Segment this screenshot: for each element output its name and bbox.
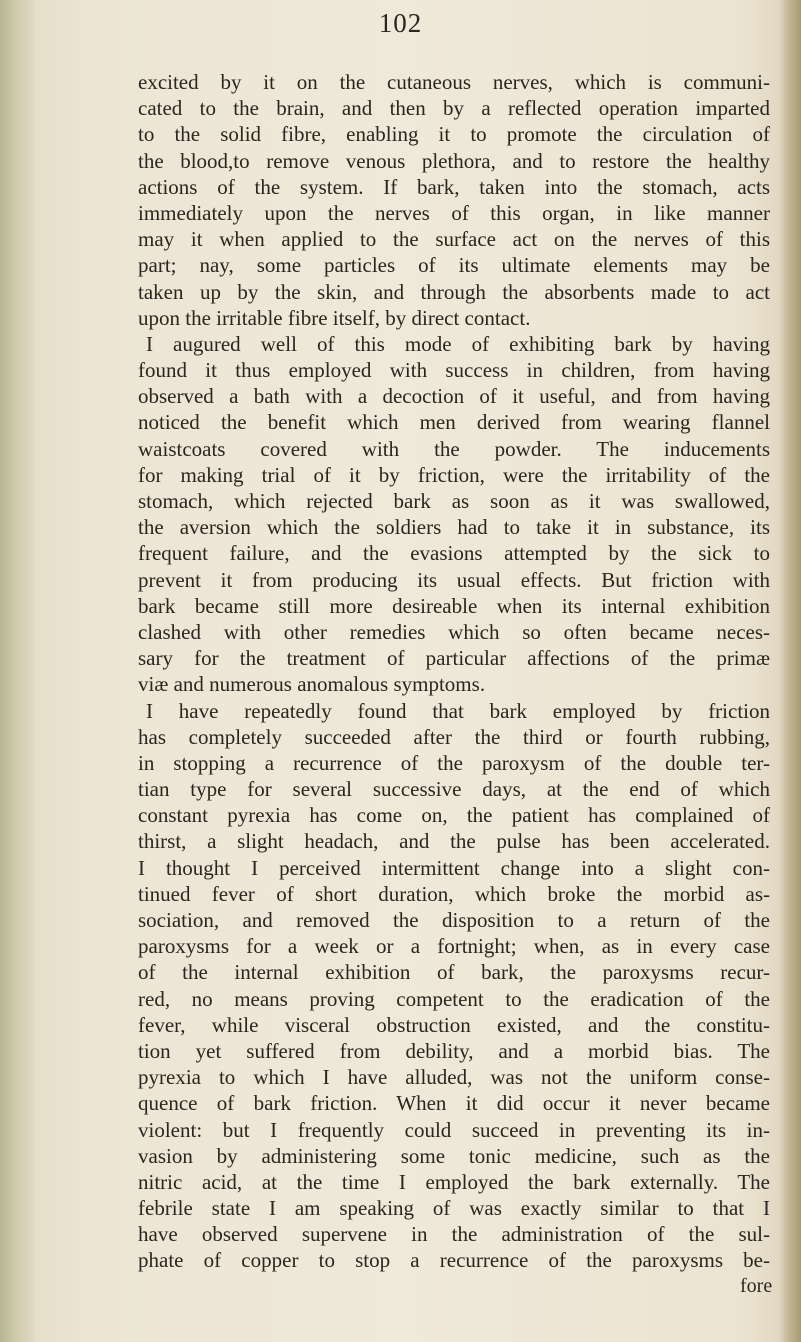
text-line: found it thus employed with success in children, from having — [138, 358, 770, 383]
text-line: clashed with other remedies which so often became neces- — [138, 619, 770, 644]
text-line: may it when applied to the surface act on the nerves of this — [138, 227, 770, 252]
catchword: fore — [740, 1275, 773, 1297]
text-line: noticed the benefit which men derived from wearing flannel — [138, 410, 770, 435]
page-gutter-shadow — [0, 0, 34, 1342]
text-line: stomach, which rejected bark as soon as it was swallowed, — [138, 489, 770, 513]
text-line: has completely succeeded after the third or fourth rubbing, — [138, 724, 770, 749]
text-line: I have repeatedly found that bark employed by friction — [146, 698, 770, 723]
text-line: constant pyrexia has come on, the patient has complained of — [138, 803, 770, 828]
text-line: to the solid fibre, enabling it to promote the circulation of — [138, 122, 770, 147]
text-line: the aversion which the soldiers had to take it in substance, its — [138, 515, 770, 540]
text-line: have observed supervene in the administration of the sul- — [138, 1222, 770, 1247]
text-line: nitric acid, at the time I employed the bark externally. The — [138, 1169, 770, 1194]
text-line: tian type for several successive days, at the end of which — [138, 777, 770, 802]
text-line: waistcoats covered with the powder. The inducements — [138, 436, 770, 461]
text-line: cated to the brain, and then by a reflected operation imparted — [138, 96, 770, 121]
text-line: thirst, a slight headach, and the pulse has been accelerated. — [138, 829, 770, 854]
text-line: prevent it from producing its usual effects. But friction with — [138, 567, 770, 592]
text-line: tion yet suffered from debility, and a morbid bias. The — [138, 1038, 770, 1063]
text-line: frequent failure, and the evasions attempted by the sick to — [138, 541, 770, 566]
text-line: upon the irritable fibre itself, by direct contact. — [138, 305, 531, 330]
page-number: 102 — [378, 8, 423, 38]
text-line: red, no means proving competent to the eradication of the — [138, 986, 770, 1011]
text-line: viæ and numerous anomalous symptoms. — [138, 672, 486, 697]
text-line: the blood,to remove venous plethora, and to restore the healthy — [138, 148, 770, 173]
text-line: pyrexia to which I have alluded, was not the uniform conse- — [138, 1065, 770, 1090]
text-line: I augured well of this mode of exhibiting bark by having — [146, 331, 770, 356]
text-line: phate of copper to stop a recurrence of the paroxysms be- — [138, 1248, 770, 1273]
text-line: taken up by the skin, and through the absorbents made to act — [138, 279, 770, 304]
text-line: actions of the system. If bark, taken into the stomach, acts — [138, 174, 770, 199]
text-line: I thought I perceived intermittent change into a slight con- — [138, 855, 770, 880]
text-line: quence of bark friction. When it did occur it never became — [138, 1091, 770, 1116]
text-line: paroxysms for a week or a fortnight; when, as in every case — [138, 934, 770, 959]
text-line: vasion by administering some tonic medicine, such as the — [138, 1143, 770, 1168]
body-text — [138, 69, 770, 1274]
text-line: tinued fever of short duration, which broke the morbid as- — [138, 881, 770, 906]
text-line: for making trial of it by friction, were the irritability of the — [138, 462, 770, 487]
text-line: febrile state I am speaking of was exactly similar to that I — [138, 1196, 770, 1221]
text-line: violent: but I frequently could succeed in preventing its in- — [138, 1117, 770, 1142]
text-line: sary for the treatment of particular affections of the primæ — [138, 646, 770, 671]
text-line: sociation, and removed the disposition to a return of the — [138, 908, 770, 932]
text-line: excited by it on the cutaneous nerves, which is communi- — [138, 70, 770, 94]
text-line: observed a bath with a decoction of it useful, and from having — [138, 384, 770, 409]
text-line: in stopping a recurrence of the paroxysm of the double ter- — [138, 750, 770, 775]
text-line: fever, while visceral obstruction existed, and the constitu- — [138, 1012, 770, 1037]
text-line: bark became still more desireable when its internal exhibition — [138, 593, 770, 618]
text-line: of the internal exhibition of bark, the paroxysms recur- — [138, 960, 770, 985]
text-line: immediately upon the nerves of this organ, in like manner — [138, 200, 770, 225]
text-line: part; nay, some particles of its ultimate elements may be — [138, 253, 770, 278]
page-edge — [779, 0, 801, 1342]
